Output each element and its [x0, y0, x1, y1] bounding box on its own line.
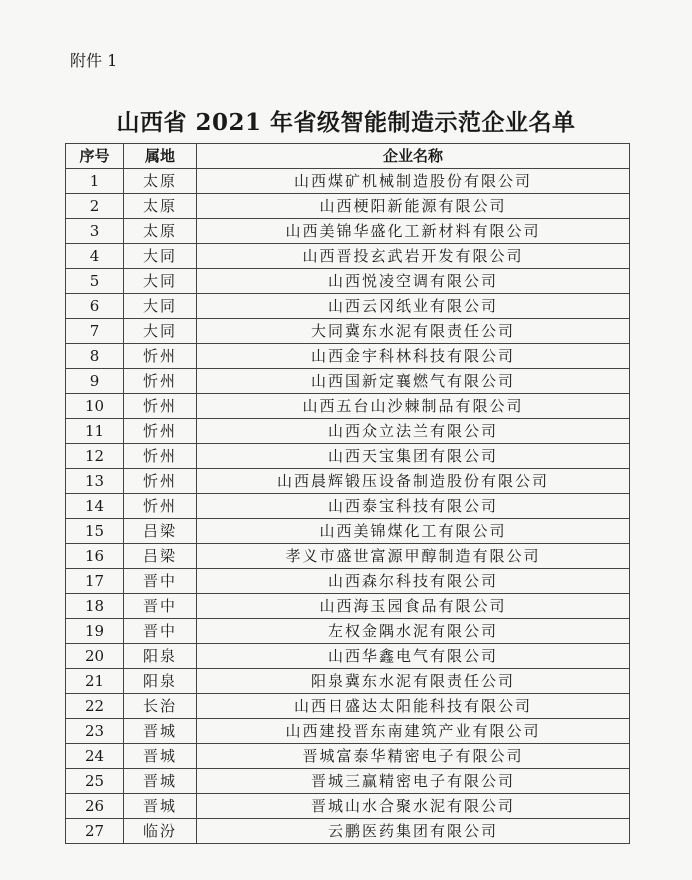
- cell-no: 3: [66, 219, 124, 244]
- cell-region: 忻州: [124, 369, 197, 394]
- cell-name: 山西云冈纸业有限公司: [197, 294, 630, 319]
- table-row: [66, 669, 630, 694]
- table-row: [66, 694, 630, 719]
- table-row: [66, 219, 630, 244]
- table-row: [66, 269, 630, 294]
- cell-no: 4: [66, 244, 124, 269]
- table-row: [66, 244, 630, 269]
- table-row: [66, 544, 630, 569]
- cell-no: 20: [66, 644, 124, 669]
- table-row: [66, 294, 630, 319]
- table-row: [66, 169, 630, 194]
- cell-region: 太原: [124, 219, 197, 244]
- table-row: [66, 444, 630, 469]
- document-title: 山西省 2021 年省级智能制造示范企业名单: [116, 109, 576, 136]
- table-row: [66, 744, 630, 769]
- enterprise-table: [65, 143, 630, 844]
- header-region: 属地: [124, 144, 197, 169]
- cell-name: 山西美锦煤化工有限公司: [197, 519, 630, 544]
- cell-region: 吕梁: [124, 544, 197, 569]
- cell-region: 阳泉: [124, 669, 197, 694]
- cell-name: 山西梗阳新能源有限公司: [197, 194, 630, 219]
- table-row: [66, 369, 630, 394]
- cell-name: 孝义市盛世富源甲醇制造有限公司: [197, 544, 630, 569]
- table-header-row: [66, 144, 630, 169]
- cell-region: 大同: [124, 294, 197, 319]
- cell-no: 23: [66, 719, 124, 744]
- cell-no: 2: [66, 194, 124, 219]
- cell-no: 16: [66, 544, 124, 569]
- cell-region: 大同: [124, 319, 197, 344]
- cell-region: 晋城: [124, 794, 197, 819]
- cell-no: 13: [66, 469, 124, 494]
- cell-name: 山西日盛达太阳能科技有限公司: [197, 694, 630, 719]
- table-row: [66, 719, 630, 744]
- cell-name: 山西金宇科林科技有限公司: [197, 344, 630, 369]
- table-row: [66, 344, 630, 369]
- cell-no: 10: [66, 394, 124, 419]
- cell-region: 晋城: [124, 769, 197, 794]
- table-row: [66, 519, 630, 544]
- cell-no: 21: [66, 669, 124, 694]
- cell-region: 临汾: [124, 819, 197, 844]
- cell-no: 25: [66, 769, 124, 794]
- cell-no: 14: [66, 494, 124, 519]
- cell-no: 1: [66, 169, 124, 194]
- cell-name: 山西众立法兰有限公司: [197, 419, 630, 444]
- table-row: [66, 794, 630, 819]
- table-row: [66, 394, 630, 419]
- cell-name: 山西晋投玄武岩开发有限公司: [197, 244, 630, 269]
- cell-name: 山西华鑫电气有限公司: [197, 644, 630, 669]
- cell-name: 山西五台山沙棘制品有限公司: [197, 394, 630, 419]
- cell-no: 8: [66, 344, 124, 369]
- cell-name: 山西泰宝科技有限公司: [197, 494, 630, 519]
- cell-region: 太原: [124, 194, 197, 219]
- cell-name: 山西海玉园食品有限公司: [197, 594, 630, 619]
- table-row: [66, 619, 630, 644]
- table-row: [66, 644, 630, 669]
- cell-name: 山西煤矿机械制造股份有限公司: [197, 169, 630, 194]
- cell-region: 忻州: [124, 419, 197, 444]
- table-row: [66, 419, 630, 444]
- cell-name: 山西悦凌空调有限公司: [197, 269, 630, 294]
- cell-no: 15: [66, 519, 124, 544]
- cell-no: 5: [66, 269, 124, 294]
- cell-name: 山西晨辉锻压设备制造股份有限公司: [197, 469, 630, 494]
- attachment-label: 附件 1: [70, 51, 118, 70]
- cell-no: 11: [66, 419, 124, 444]
- cell-name: 山西国新定襄燃气有限公司: [197, 369, 630, 394]
- cell-region: 吕梁: [124, 519, 197, 544]
- cell-name: 晋城山水合聚水泥有限公司: [197, 794, 630, 819]
- cell-name: 山西森尔科技有限公司: [197, 569, 630, 594]
- cell-no: 22: [66, 694, 124, 719]
- cell-no: 18: [66, 594, 124, 619]
- table-row: [66, 819, 630, 844]
- cell-no: 6: [66, 294, 124, 319]
- cell-name: 山西建投晋东南建筑产业有限公司: [197, 719, 630, 744]
- cell-name: 云鹏医药集团有限公司: [197, 819, 630, 844]
- cell-region: 忻州: [124, 344, 197, 369]
- cell-region: 忻州: [124, 394, 197, 419]
- cell-no: 24: [66, 744, 124, 769]
- cell-region: 大同: [124, 269, 197, 294]
- table-row: [66, 319, 630, 344]
- cell-region: 太原: [124, 169, 197, 194]
- cell-region: 晋中: [124, 594, 197, 619]
- cell-region: 忻州: [124, 444, 197, 469]
- cell-region: 长治: [124, 694, 197, 719]
- table-row: [66, 494, 630, 519]
- cell-name: 晋城三赢精密电子有限公司: [197, 769, 630, 794]
- table-row: [66, 769, 630, 794]
- cell-region: 晋中: [124, 619, 197, 644]
- cell-no: 9: [66, 369, 124, 394]
- cell-region: 大同: [124, 244, 197, 269]
- cell-name: 晋城富泰华精密电子有限公司: [197, 744, 630, 769]
- cell-name: 左权金隅水泥有限公司: [197, 619, 630, 644]
- table-row: [66, 194, 630, 219]
- table-row: [66, 594, 630, 619]
- cell-name: 山西天宝集团有限公司: [197, 444, 630, 469]
- table-row: [66, 569, 630, 594]
- cell-region: 忻州: [124, 494, 197, 519]
- header-name: 企业名称: [197, 144, 630, 169]
- cell-no: 26: [66, 794, 124, 819]
- cell-no: 12: [66, 444, 124, 469]
- cell-no: 7: [66, 319, 124, 344]
- cell-name: 大同冀东水泥有限责任公司: [197, 319, 630, 344]
- cell-region: 忻州: [124, 469, 197, 494]
- table-row: [66, 469, 630, 494]
- cell-region: 晋中: [124, 569, 197, 594]
- cell-region: 晋城: [124, 719, 197, 744]
- cell-region: 阳泉: [124, 644, 197, 669]
- cell-no: 17: [66, 569, 124, 594]
- cell-name: 阳泉冀东水泥有限责任公司: [197, 669, 630, 694]
- cell-no: 27: [66, 819, 124, 844]
- cell-region: 晋城: [124, 744, 197, 769]
- cell-name: 山西美锦华盛化工新材料有限公司: [197, 219, 630, 244]
- cell-no: 19: [66, 619, 124, 644]
- header-no: 序号: [66, 144, 124, 169]
